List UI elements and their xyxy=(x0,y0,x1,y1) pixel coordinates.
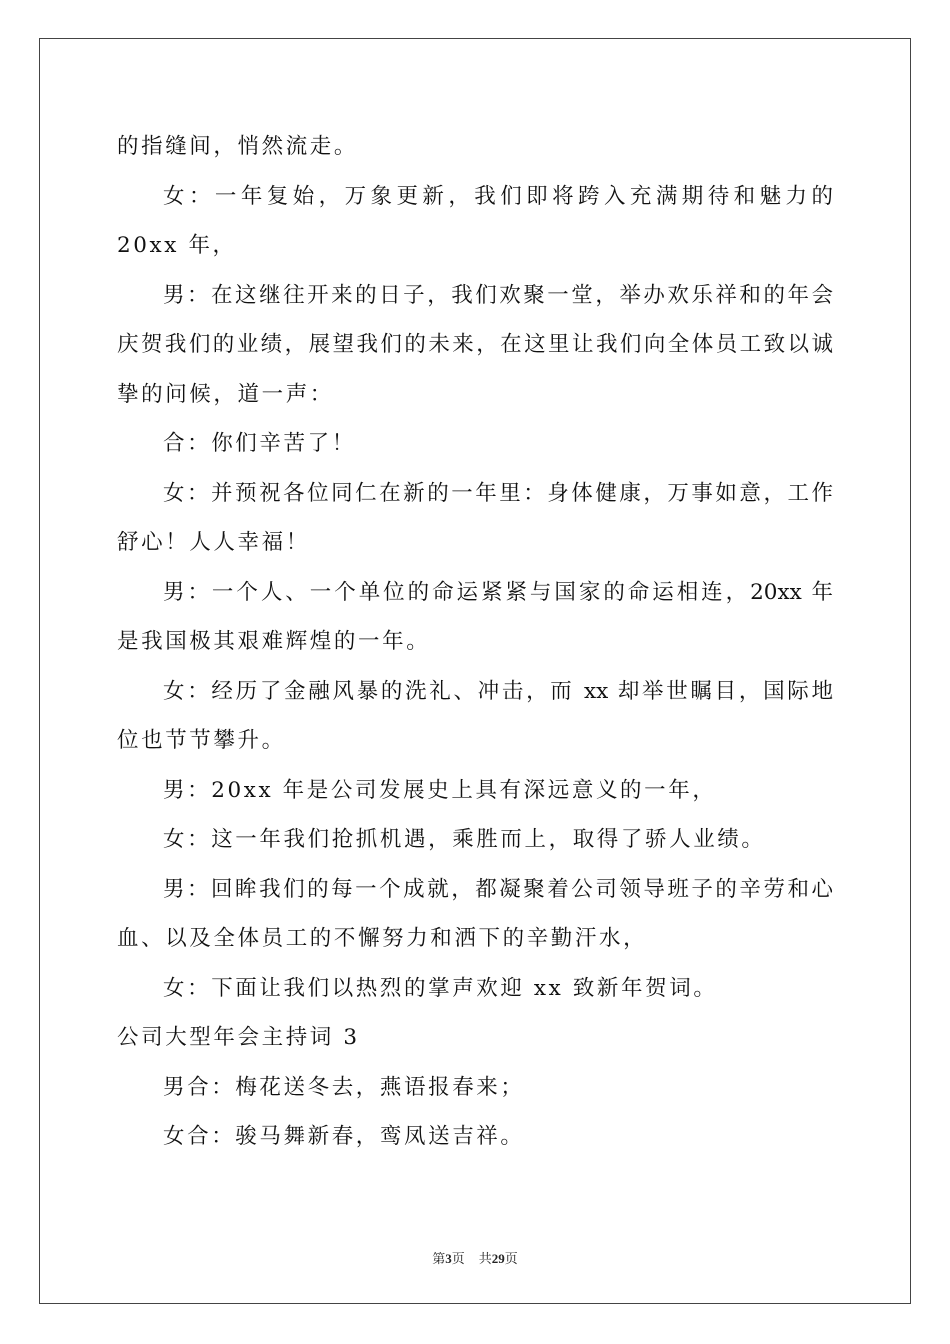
total-pages-number: 29 xyxy=(491,1251,505,1266)
current-page-number: 3 xyxy=(445,1251,452,1266)
paragraph-line: 位也节节攀升。 xyxy=(117,728,286,753)
paragraph-line: 庆贺我们的业绩，展望我们的未来，在这里让我们向全体员工致以诚 xyxy=(117,332,833,357)
paragraph-line: 男：20xx 年是公司发展史上具有深远意义的一年， xyxy=(163,777,717,803)
paragraph-line: 女：这一年我们抢抓机遇，乘胜而上，取得了骄人业绩。 xyxy=(163,827,766,852)
total-label-prefix: 共 xyxy=(478,1251,492,1266)
paragraph-line: 女：下面让我们以热烈的掌声欢迎 xx 致新年贺词。 xyxy=(163,975,718,1001)
page-label-suffix: 页 xyxy=(451,1251,465,1266)
paragraph-line: 男：在这继往开来的日子，我们欢聚一堂，举办欢乐祥和的年会 xyxy=(163,282,833,308)
page-label-prefix: 第 xyxy=(432,1251,446,1266)
page-footer xyxy=(0,1248,950,1267)
paragraph-line: 男：回眸我们的每一个成就，都凝聚着公司领导班子的辛劳和心 xyxy=(163,876,833,902)
paragraph-line: 20xx 年， xyxy=(117,233,237,258)
paragraph-line: 血、以及全体员工的不懈努力和洒下的辛勤汗水， xyxy=(117,926,648,951)
paragraph-line: 舒心！人人幸福！ xyxy=(117,530,310,555)
paragraph-line: 女：并预祝各位同仁在新的一年里：身体健康，万事如意，工作 xyxy=(163,480,833,506)
paragraph-line: 是我国极其艰难辉煌的一年。 xyxy=(117,629,431,654)
paragraph-line: 男合：梅花送冬去，燕语报春来； xyxy=(163,1074,525,1100)
section-heading: 公司大型年会主持词 3 xyxy=(117,1025,360,1050)
paragraph-line: 合：你们辛苦了！ xyxy=(163,431,356,456)
paragraph-line: 女：一年复始，万象更新，我们即将跨入充满期待和魅力的 xyxy=(163,183,833,209)
document-body xyxy=(117,122,833,1162)
total-label-suffix: 页 xyxy=(504,1251,518,1266)
paragraph-line: 的指缝间，悄然流走。 xyxy=(117,134,359,159)
paragraph-line: 女：经历了金融风暴的洗礼、冲击，而 xx 却举世瞩目，国际地 xyxy=(163,678,833,704)
paragraph-line: 女合：骏马舞新春，鸾凤送吉祥。 xyxy=(163,1124,525,1149)
paragraph-line: 男：一个人、一个单位的命运紧紧与国家的命运相连，20xx 年 xyxy=(163,579,833,605)
paragraph-line: 挚的问候，道一声： xyxy=(117,381,334,407)
